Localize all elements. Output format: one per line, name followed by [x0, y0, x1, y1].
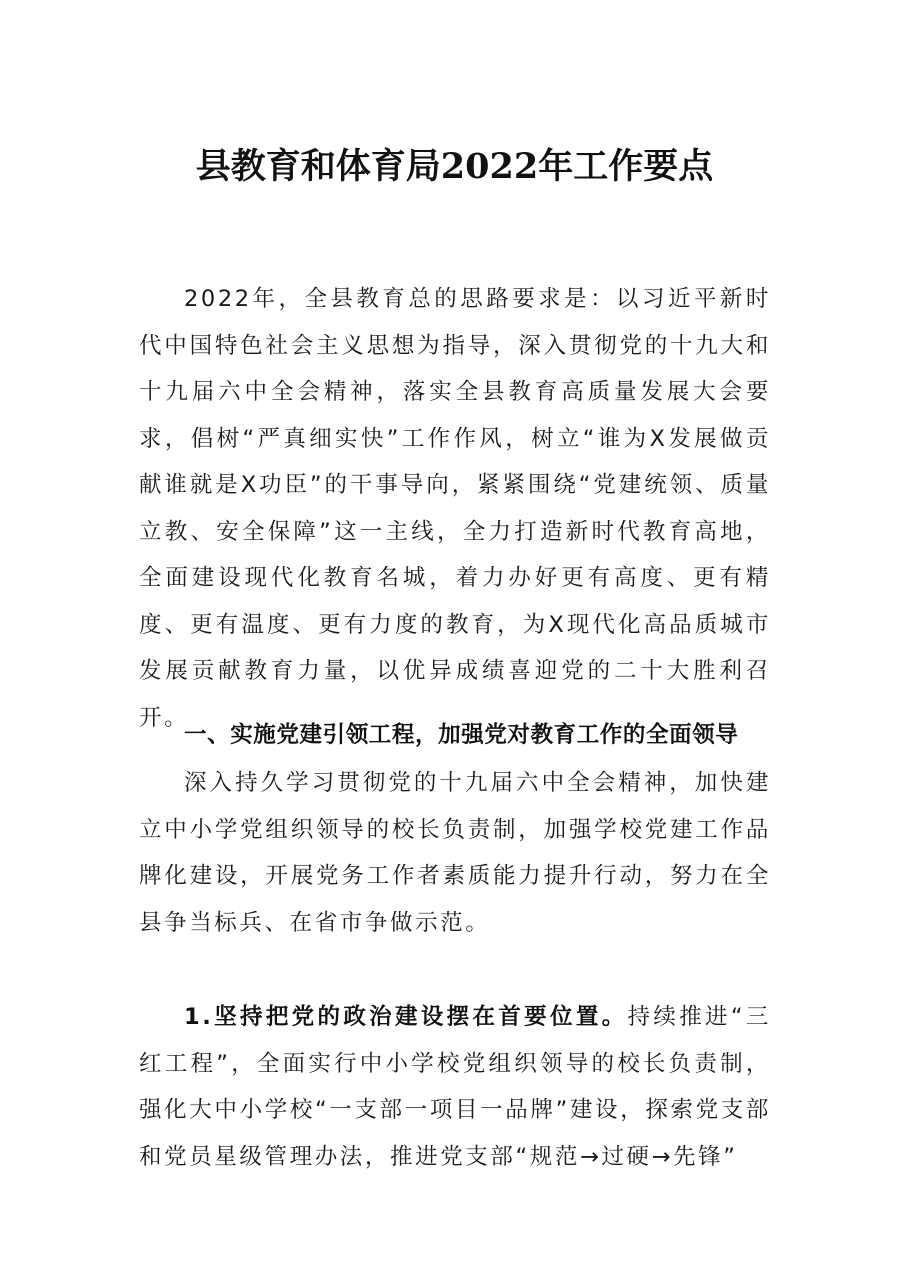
item-1-lead: 1.坚持把党的政治建设摆在首要位置。 [184, 1004, 628, 1030]
item-1-text: 持续推进“三红工程”，全面实行中小学校党组织领导的校长负责制，强化大中小学校“一支部一项目一品牌”建设，探索党支部和党员星级管理办法，推进党支部“规范→过硬→先锋” [139, 1004, 771, 1170]
section-1-item-1 [139, 994, 771, 1180]
section-1-paragraph: 深入持久学习贯彻党的十九届六中全会精神，加快建立中小学党组织领导的校长负责制，加强学校党建工作品牌化建设，开展党务工作者素质能力提升行动，努力在全县争当标兵、在省市争做示范。 [139, 770, 771, 936]
section-1-heading: 一、实施党建引领工程，加强党对教育工作的全面领导 [184, 722, 739, 748]
intro-paragraph: 2022年，全县教育总的思路要求是：以习近平新时代中国特色社会主义思想为指导，深入贯彻党的十九大和十九届六中全会精神，落实全县教育高质量发展大会要求，倡树“严真细实快”工作作风，树立“谁为X发展做贡献谁就是X功臣”的干事导向，紧紧围绕“党建统领、质量立教、安全保障”这一主线，全力打造新时代教育高地，全面建设现代化教育名城，着力办好更有高度、更有精度、更有温度、更有力度的教育，为X现代化高品质城市发展贡献教育力量，以优异成绩喜迎党的二十大胜利召开。 [139, 286, 771, 731]
document-title: 县教育和体育局2022年工作要点 [195, 146, 714, 187]
